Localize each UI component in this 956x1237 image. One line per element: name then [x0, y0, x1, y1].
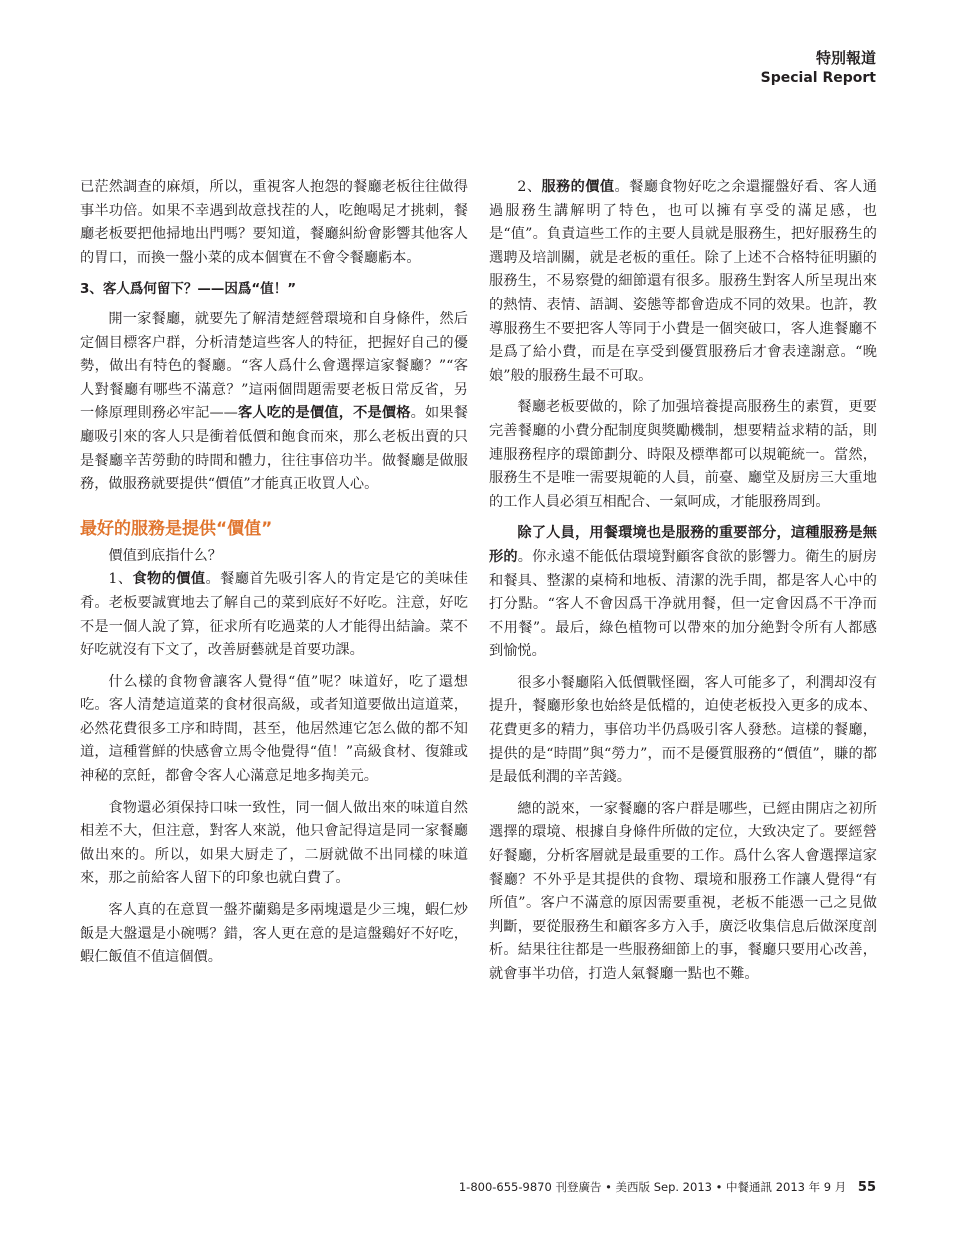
paragraph: 開一家餐廳，就要先了解清楚經營環境和自身條件，然后定個目標客户群，分析清楚這些客人的特征，把握好自己的優勢，做出有特色的餐廳。“客人爲什么會選擇這家餐廳？”“客人對餐廳有哪些不滿意？”這兩個問題需要老板日常反省，另一條原理則務必牢記——客人吃的是價值，不是價格。如果餐廳吸引來的客人只是衝着低價和飽食而來，那么老板出賣的只是餐廳辛苦勞動的時間和體力，往往事倍功半。做餐廳是做服務，做服務就要提供“價值”才能真正收買人心。	[80, 310, 468, 493]
paragraph: 除了人員，用餐環境也是服務的重要部分，這種服務是無形的。你永遠不能低估環境對顧客食欲的影響力。衛生的厨房和餐具、整潔的桌椅和地板、清潔的洗手間，都是客人心中的打分點。“客人不會因爲干净就用餐，但一定會因爲不干净而不用餐”。最后，綠色植物可以帶來的加分絶對令所有人都感到愉悦。	[489, 525, 877, 660]
page-footer	[0, 1178, 876, 1197]
page-number: 55	[857, 1180, 876, 1195]
paragraph: 總的説來，一家餐廳的客户群是哪些，已經由開店之初所選擇的環境、根據自身條件所做的定位，大致决定了。要經營好餐廳，分析客層就是最重要的工作。爲什么客人會選擇這家餐廳？不外乎是其提供的食物、環境和服務工作讓人覺得“有所值”。客户不滿意的原因需要重視，老板不能憑一己之見做判斷，要從服務生和顧客多方入手，廣泛收集信息后做深度剖析。結果往往都是一些服務細節上的事，餐廳只要用心改善，就會事半功倍，打造人氣餐廳一點也不難。	[489, 800, 877, 982]
paragraph: 已茫然調查的麻煩，所以，重視客人抱怨的餐廳老板往往做得事半功倍。如果不幸遇到故意找茬的人，吃飽喝足才挑刺，餐廳老板要把他掃地出門嗎？要知道，餐廳糾紛會影響其他客人的胃口，而換一盤小菜的成本個實在不會令餐廳虧本。	[80, 179, 468, 266]
bold-phrase: 除了人員，用餐環境也是服務的重要部分，這種服務是無形的	[489, 525, 877, 565]
paragraph: 食物還必須保持口味一致性，同一個人做出來的味道自然相差不大，但注意，對客人來説，他只會記得這是同一家餐廳做出來的。所以，如果大厨走了，二厨就做不出同樣的味道來，那之前給客人留下的印象也就白費了。	[80, 799, 468, 887]
section-heading: 最好的服務是提供“價值”	[80, 518, 273, 539]
paragraph: 1、食物的價值。餐廳首先吸引客人的肯定是它的美味佳肴。老板要誠實地去了解自己的菜到底好不好吃。注意，好吃不是一個人說了算，征求所有吃過菜的人才能得出結論。菜不好吃就沒有下文了，改善厨藝就是首要功課。	[80, 571, 468, 659]
paragraph: 什么樣的食物會讓客人覺得“值”呢？味道好，吃了還想吃。客人清楚這道菜的食材很高級，或者知道要做出這道菜，必然花費很多工序和時間，甚至，他居然連它怎么做的都不知道，這種嘗鮮的快感會立馬令他覺得“值！”高級食材、復雜或神秘的烹飪，都會令客人心滿意足地多掏美元。	[80, 673, 468, 785]
left-column	[80, 176, 468, 978]
right-column	[489, 176, 877, 995]
paragraph: 價值到底指什么？	[108, 547, 222, 564]
subheading: 3、客人爲何留下？——因爲“值！”	[80, 281, 297, 298]
bold-phrase: 食物的價值	[132, 571, 206, 588]
bold-phrase: 服務的價值	[541, 179, 615, 195]
footer-text: 1-800-655-9870 刊登廣告 • 美西版 Sep. 2013 • 中餐通訊 2013 年 9 月	[458, 1180, 847, 1194]
bold-phrase: 客人吃的是價值，不是價格	[237, 405, 411, 422]
section-title-en: Special Report	[760, 70, 876, 86]
paragraph: 2、服務的價值。餐廳食物好吃之余還擺盤好看、客人通過服務生講解明了特色，也可以擁有享受的滿足感，也是“值”。負責這些工作的主要人員就是服務生，把好服務生的選聘及培訓關，就是老板的重任。除了上述不合格特征明顯的服務生，不易察覺的細節還有很多。服務生對客人所呈現出來的熱情、表情、語調、姿態等都會造成不同的效果。也許，教導服務生不要把客人等同于小費是一個突破口，客人進餐廳不是爲了給小費，而是在享受到優質服務后才會表達謝意。“晚娘”般的服務生最不可取。	[489, 179, 877, 384]
paragraph: 客人真的在意買一盤芥蘭鷄是多兩塊還是少三塊，蝦仁炒飯是大盤還是小碗嗎？錯，客人更在意的是這盤鷄好不好吃，蝦仁飯值不值這個價。	[80, 902, 468, 966]
paragraph: 餐廳老板要做的，除了加强培養提高服務生的素質，更要完善餐廳的小費分配制度與獎勵機制，想要精益求精的話，則連服務程序的環節劃分、時限及標準都可以規範統一。當然，服務生不是唯一需要規範的人員，前臺、廳堂及厨房三大重地的工作人員必須互相配合、一氣呵成，才能服務周到。	[489, 399, 877, 510]
paragraph: 很多小餐廳陷入低價戰怪圈，客人可能多了，利潤却沒有提升，餐廳形象也始終是低檔的，迫使老板投入更多的成本、花費更多的精力，事倍功半仍爲吸引客人發愁。這樣的餐廳，提供的是“時間”與“勞力”，而不是優質服務的“價值”，賺的都是最低利潤的辛苦錢。	[489, 674, 877, 786]
section-header	[761, 48, 876, 88]
section-title-cn: 特別報道	[815, 49, 876, 67]
